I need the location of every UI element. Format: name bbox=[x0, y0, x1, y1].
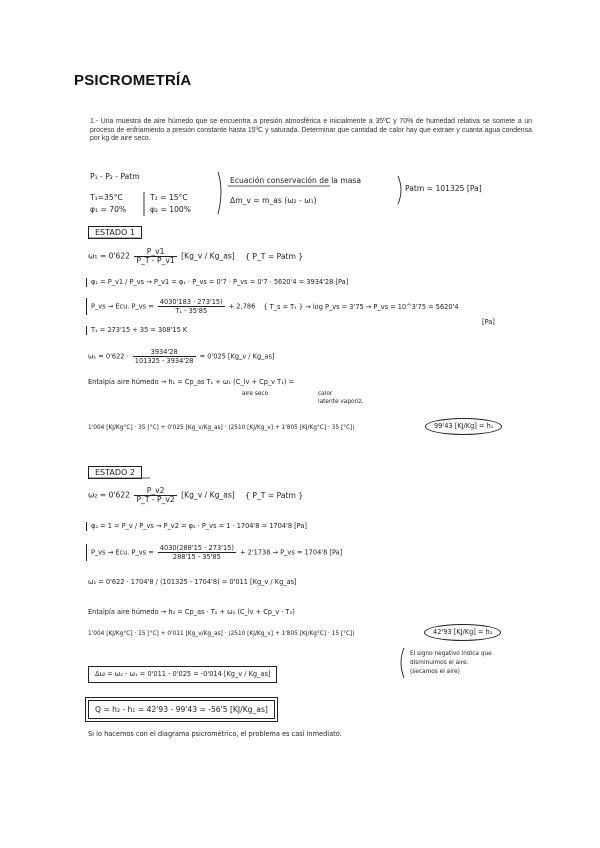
w1r-num: 3934'28 bbox=[133, 348, 196, 357]
ant2-num: 4030(288'15 - 273'15) bbox=[159, 544, 234, 552]
state1-antoine-unit: [Pa] bbox=[482, 318, 495, 326]
patm-value: Patm = 101325 [Pa] bbox=[405, 184, 482, 193]
given-t1: T₁=35°C bbox=[90, 193, 123, 202]
state2-phi-line: φ₂ = 1 = P_v / P_vs → P_v2 = φ₂ · P_vs = 1 · 1704'8 = 1704'8 [Pa] bbox=[86, 522, 307, 531]
mass-conservation-eq: Δm_v = m_as (ω₂ - ω₁) bbox=[230, 196, 317, 205]
w2-units: [Kg_v / Kg_as] bbox=[181, 490, 235, 500]
mass-conservation-label: Ecuación conservación de la masa bbox=[230, 176, 362, 185]
state1-h1-result: 99'43 [KJ/Kg] = h₁ bbox=[425, 418, 502, 435]
w1-cond: { P_T = Patm } bbox=[245, 251, 304, 261]
w1r-post: = 0'025 [Kg_v / Kg_as] bbox=[199, 352, 275, 361]
ant1-den: T₁ - 35'85 bbox=[175, 307, 208, 315]
ant1-num: 4030'183 · 273'15) bbox=[159, 298, 223, 306]
page-title: PSICROMETRÍA bbox=[74, 72, 192, 89]
final-remark: Si lo hacemos con el diagrama psicrométrico, el problema es casi inmediato. bbox=[88, 730, 342, 738]
state2-h2-calc: 1'004 [KJ/Kg°C] · 15 [°C] + 0'011 [Kg_v/Kg_as] · (2510 [KJ/Kg_v] + 1'805 [KJ/Kg°C] · 15 [°C]) bbox=[88, 631, 355, 637]
ant2-right: + 2'1738 → P_vs = 1704'8 [Pa] bbox=[240, 548, 343, 557]
w1-num: P_v1 bbox=[134, 248, 176, 257]
sign-note-3: (secamos el aire) bbox=[410, 669, 460, 675]
given-phi2: φ₂ = 100% bbox=[150, 205, 191, 214]
heat-result-box: Q = h₂ - h₁ = 42'93 - 99'43 = -56'5 [KJ/Kg_as] bbox=[88, 700, 275, 719]
w2-cond: { P_T = Patm } bbox=[245, 490, 304, 500]
state2-enthalpy-label: Entalpía aire húmedo → h₂ = Cp_as · T₂ + ω₂ (C_lv + Cp_v · T₂) bbox=[88, 608, 295, 616]
given-pressure: P₁ - P₂ - Patm bbox=[90, 172, 140, 181]
ant2-left: P_vs → Ecu. P_vs = bbox=[91, 548, 154, 557]
ant1-left: P_vs → Ecu. P_vs = bbox=[91, 302, 154, 311]
sign-note-2: disminuimos el aire. bbox=[410, 660, 469, 666]
w1r-pre: ω₁ = 0'622 · bbox=[88, 352, 129, 361]
enthalpy-note-dry: aire seco bbox=[242, 391, 269, 397]
w2-coef: ω₂ = 0'622 bbox=[88, 490, 131, 500]
sign-note-1: El signo negativo indica que bbox=[410, 651, 492, 657]
ant2-den: 288'15 - 35'85 bbox=[172, 553, 221, 561]
w2-den: P_T - P_v2 bbox=[136, 495, 175, 504]
state2-humidity-result: ω₂ = 0'622 · 1704'8 / (101325 - 1704'8) = 0'011 [Kg_v / Kg_as] bbox=[88, 578, 297, 586]
brace-patm bbox=[398, 176, 401, 204]
problem-statement: 1.- Una muestra de aire húmedo que se encuentra a presión atmosférica e inicialmente a 35ºC y 70% de humedad relativa se somete a un proceso de enfriamiento a presión constante hasta 15ºC y saturada. Determinar que cantidad de calor hay que extraer y cuanta agua condensa por kg de aire seco. bbox=[90, 118, 532, 143]
w1-den: P_T - P_v1 bbox=[136, 256, 175, 265]
given-t2: T₂ = 15°C bbox=[150, 193, 188, 202]
state1-heading: ESTADO 1 bbox=[88, 226, 142, 239]
w1-units: [Kg_v / Kg_as] bbox=[181, 251, 235, 261]
w1-coef: ω₁ = 0'622 bbox=[88, 251, 131, 261]
w1r-den: 101325 - 3934'28 bbox=[134, 357, 194, 365]
state1-h1-calc: 1'004 [KJ/Kg°C] · 35 [°C] + 0'025 [Kg_v/Kg_as] · (2510 [KJ/Kg_v] + 1'805 [KJ/Kg°C] · 35 [°C]) bbox=[88, 425, 355, 431]
state1-phi-line: φ₁ = P_v1 / P_vs → P_v1 = φ₁ · P_vs = 0'7 · P_vs = 0'7 · 5620'4 = 3934'28 [Pa] bbox=[86, 278, 348, 287]
state2-h2-result: 42'93 [KJ/Kg] = h₂ bbox=[424, 624, 501, 641]
given-phi1: φ₁ = 70% bbox=[90, 205, 127, 214]
state1-temperature: T₁ = 273'15 + 35 = 308'15 K bbox=[86, 326, 187, 335]
enthalpy-note-heat: calor bbox=[318, 391, 333, 397]
mass-result-box: Δω = ω₂ - ω₁ = 0'011 - 0'025 = -0'014 [Kg_v / Kg_as] bbox=[88, 666, 277, 683]
ant1-cond: { T_s = T₁ } → log P_vs = 3'75 → P_vs = 10^3'75 = 5620'4 bbox=[263, 302, 459, 311]
enthalpy-note-latent: latente vaporiz. bbox=[318, 399, 364, 405]
brace-given bbox=[218, 172, 221, 214]
brace-note bbox=[401, 648, 404, 678]
state1-enthalpy-label: Entalpía aire húmedo → h₁ = Cp_as T₁ + ω₁ (C_lv + Cp_v T₁) = bbox=[88, 378, 295, 386]
w2-num: P_v2 bbox=[134, 487, 176, 496]
ant1-right: + 2,786 bbox=[228, 302, 256, 311]
state2-heading: ESTADO 2 bbox=[88, 466, 142, 479]
